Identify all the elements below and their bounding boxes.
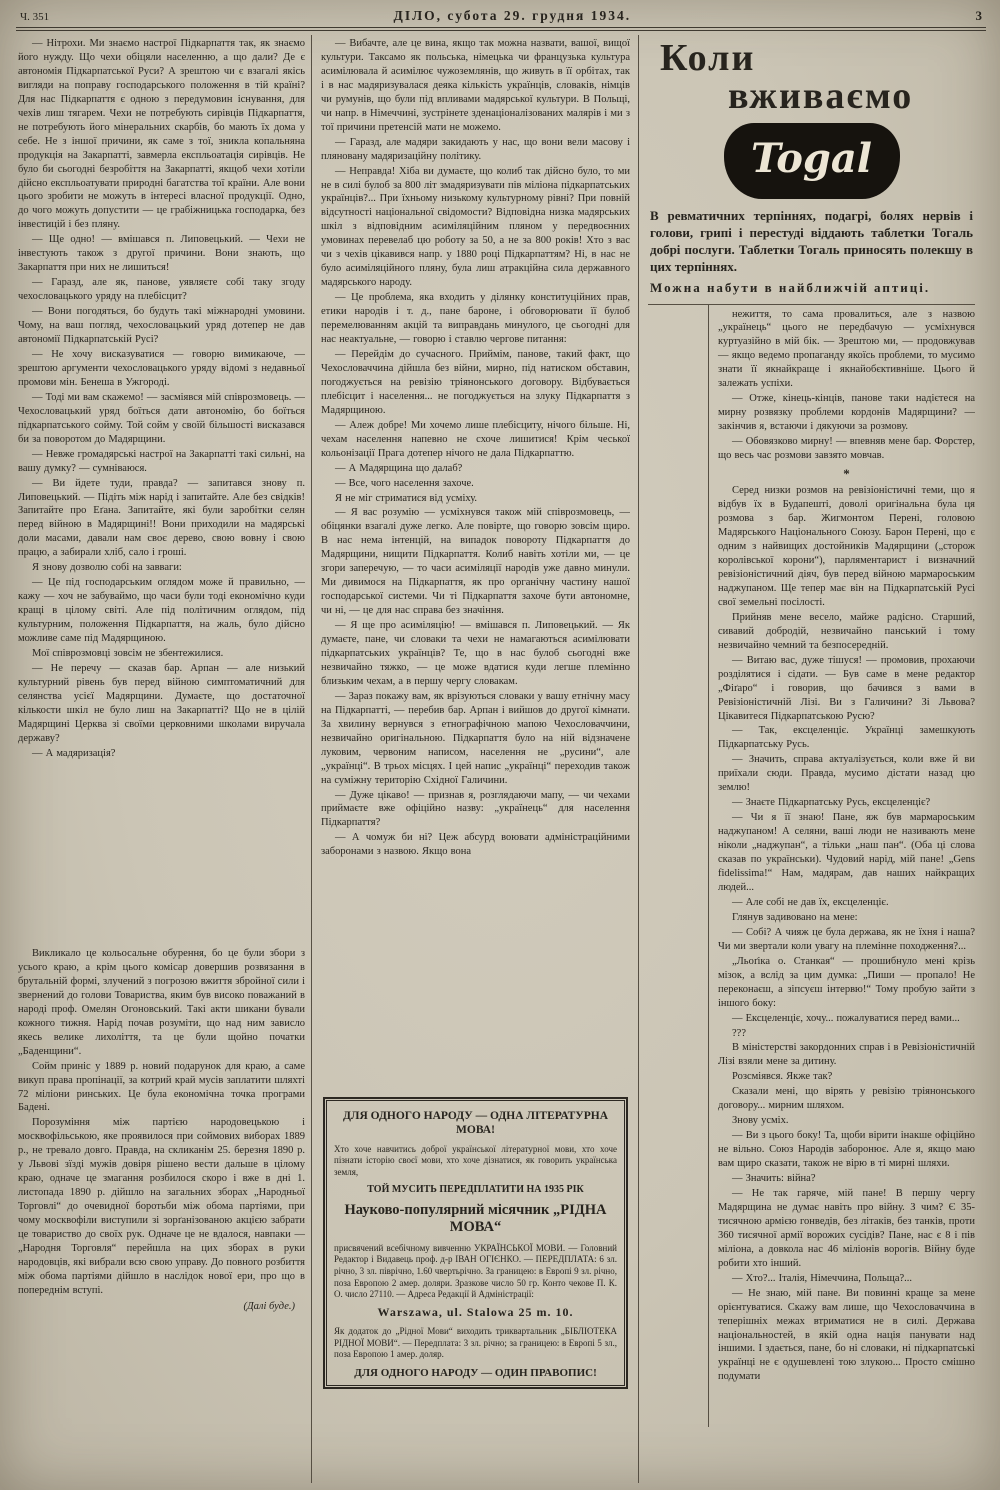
paragraph: Порозуміння між партією народовецькою і москвофільською, яке проявилося при соймових виборах 1889 р., не тревало довго. Правда, на скликанім 25. березня 1890 р. у Львові зїзді мужів довіря рішено вести дальше в цілому краю, одначе це змагання розбилося скоро і вже в дні 1. листопада 1890 р. дійшло на загальних зборах „Народньої Торговлі“ до очевидної боротьби між обома партіями, при чому москвофіли виступили зі зорґанізованою акцією забрати це товариство до своїх рук. Одначе це не вдалося, навпаки — „Народня Торговля“ перейшла на цих зборах в руки народовців, які вибрали всю свою управу. До повного розбиття між обома партіями дійшло в наслідок нової ери, про що в попереднім вступі.	[18, 1117, 305, 1296]
paragraph: Я не міг стриматися від усміху.	[335, 492, 478, 504]
paragraph: — Ви з цього боку! Та, щоби вірити інакше офіційно не вільно. Союз Народів заборонює. Але я, якщо маю вам щиро сказати, також не вірю в ті мирні шляхи.	[718, 1130, 975, 1170]
paragraph: Прийняв мене весело, майже радісно. Старший, сивавий добродій, незвичайно панський і тому незвичайно чемний та безпосередній.	[718, 611, 975, 651]
paragraph: — Гаразд, але мадяри закидають у нас, що вони вели масову і пляновану мадяризаційну політику.	[321, 136, 630, 162]
ad-magazine-title: Науково-популярний місячник „РІДНА МОВА“	[344, 1201, 607, 1236]
togal-logo	[726, 125, 898, 197]
paragraph: — Собі? А чияж це була держава, як не їхня і наша? Чи ми звертали коли увагу на племінне походження?...	[718, 926, 975, 952]
ad-footer: ДЛЯ ОДНОГО НАРОДУ — ОДИН ПРАВОПИС!	[354, 1367, 597, 1380]
togal-ad	[648, 35, 975, 305]
paragraph: — Неправда! Хіба ви думаєте, що колиб так дійсно було, то ми не в силі булоб за 800 літ змадяризувати пів міліона підкарпатських українців?... При їхньому низькому культурному рівні? При повній відсутності національної свідомости? Відповідна низка мадярських шкіл з відповідним асиміляційним пляном у передвоєнних умовинах перевелаб цю роботу за 50, а не за 800 років! Хто з вас чи з чехів цікавився напр. у 1880 році Підкарпаттям? Ні, в нас не було асиміляційного пляну, була лиш атракційна сила державного мадярського народу.	[321, 165, 630, 289]
paragraph: — Отже, кінець-кінців, панове таки надієтеся на мирну розвязку проблеми кордонів Мадярщини? — закінчив я, встаючи і дякуючи за розмову.	[718, 393, 975, 433]
paragraph: — Я ще про асиміляцію! — вмішався п. Липовецький. — Як думаєте, пане, чи словаки та чехи не намагаються асимілювати підкарпатських українців? Те, що в нас булоб сьогодні вже незвичайно тяжко, — це може вдатися куди легше племінно близьким чехам, а в першу чергу словакам.	[321, 620, 630, 687]
column-3	[638, 35, 977, 1483]
paragraph: нежиття, то сама провалиться, але з назвою „українець“ цього не передбачую — усміхнувся куртуазійно в мій бік. — Зрештою ми, — продовжував — якщо ведемо пропаганду якоїсь проблеми, то мусимо знати її якнайкраще і якнайобєктивніше. Цього й залежать успіхи.	[718, 308, 975, 390]
paragraph: — Значить, справа актуалізується, коли вже й ви приїхали сюди. Правда, мусимо дістати назад цю землю!	[718, 754, 975, 794]
ridna-mova-ad	[323, 1097, 628, 1389]
paragraph: Знову усміх.	[732, 1115, 789, 1127]
paragraph: Сказали мені, що вірять у ревізію тріянонського договору... мирним шляхом.	[718, 1086, 975, 1112]
paragraph: — Гаразд, але як, панове, уявляєте собі таку згоду чехословацького уряду на плебісцит?	[18, 277, 305, 303]
article-divider	[18, 905, 305, 947]
paragraph: — Я вас розумію — усміхнувся також мій співрозмовець, — обіцянки взагалі дуже легко. Але повірте, що говорю зовсім щиро. В нас нема інтенцій, на випадок повороту Підкарпаття до Мадярщини, нищити Підкарпаття. Колиб навіть хотіли ми, — це згори заперечую, — то часи асиміляції народів уже давно минули. Ми дивимося на Підкарпаття, як про органічну частину нашої господарської системи. Чи ті Підкарпаття захоче бути автономне, чи ні, — це для нас справа без значіння.	[321, 507, 630, 617]
paragraph: „Льоґіка о. Станкая“ — прошибнуло мені крізь мізок, а вслід за цим думка: „Пиши — пропало! Не переконаєш, а зіпсуєш інтервю!“ Тому пробую зайти з іншого боку:	[718, 955, 975, 1009]
paragraph: Глянув задивовано на мене:	[732, 911, 858, 923]
paragraph: — Алеж добре! Ми хочемо лише плебісциту, нічого більше. Ні, чехам населення напевно не схоче лишитися! Крім чеської кольонізації Прага дотепер нічого не дала Підкарпаттю.	[321, 419, 630, 459]
interview-article-col3	[708, 305, 975, 1427]
paragraph: — Не так гаряче, мій пане! В першу чергу Мадярщина не думає навіть про війну. З чим? Є 35-тисячною армією гонведів, без літаків, без танків, проти 360 тисячної армії ворожих сусідів? Пане, нас є 8 і пів міліона, а довкола нас 46 міліонів ворогів. Війну буде робити хто інший.	[718, 1187, 975, 1269]
togal-body-text: В ревматичних терпіннях, подагрі, болях нервів і голови, грипі і перестуді віддають таблетки Тогаль добрі послуги. Таблетки Тогаль приносять полекшу в цих терпіннях.	[650, 207, 973, 275]
interview-article-col1	[18, 37, 305, 905]
history-article	[18, 947, 305, 1299]
ad-supplement-info: Як додаток до „Рідної Мови“ виходить триквартальник „БІБЛІОТЕКА РІДНОЇ МОВИ“. — Передплата: 3 зл. річно; за границею: в Европі 5 зл., поза Европою 1 амер. доляр.	[334, 1326, 617, 1360]
paragraph: Я знову дозволю собі на завваги:	[32, 562, 182, 574]
paragraph: Сойм приніс у 1889 р. новий подарунок для краю, а саме викуп права пропінації, за котрий край мусів заплатити шляхті 72 міліони ринських. Це була економічна точка програми Бадені.	[18, 1060, 305, 1114]
paragraph: *	[843, 466, 850, 481]
masthead-rule	[16, 28, 986, 31]
column-2	[311, 35, 638, 1483]
paragraph: — Невже громадярські настрої на Закарпатті такі сильні, на вашу думку? — сумніваюся.	[18, 448, 305, 474]
to-be-continued: (Далі буде.)	[243, 1300, 295, 1312]
paragraph: — Чи я її знаю! Пане, яж був мармароським наджупаном! А селяни, ваші люди не називають мене ніколи „наджупан“, а тільки „наш пан“. (Оба ці слова сказав по українськи). Чудовий нарід, мій пане! „Gens fidelissima!“ Нам, мадярам, дав наших найкращих людей...	[718, 812, 975, 893]
paragraph: — Дуже цікаво! — признав я, розглядаючи мапу, — чи чехами приймаєте вже офіційно назву: „українець“ для населення Підкарпаття?	[321, 789, 630, 829]
paragraph: — Перейдім до сучасного. Приймім, панове, такий факт, що Чехословаччина дійшла без війни, мирно, під натиском обставин, погоджується на ревізію тріянонського договору. Відбувається плебісцит і населення... не погоджується на злуку Підкарпаття з Мадярщиною.	[321, 348, 630, 416]
paragraph: ???	[732, 1027, 746, 1039]
togal-heading-line2: вживаємо	[728, 75, 914, 117]
paragraph: В міністерстві закордонних справ і в Ревізіоністичній Лізі взяли мене за дитину.	[718, 1042, 975, 1068]
newspaper-title: ДІЛО, субота 29. грудня 1934.	[393, 8, 632, 23]
paragraph: — А мадяризація?	[32, 747, 116, 759]
paragraph: — Все, чого населення захоче.	[335, 477, 474, 489]
ad-subscription-details: присвячений всебічному вивченню УКРАЇНСЬКОЇ МОВИ. — Головний Редактор і Видавець проф. д-р ІВАН ОГІЄНКО. — ПЕРЕДПЛАТА: 6 зл. річно, 3 зл. піврічно, 1.60 чвертьрічно. За границею: в Европі 9 зл. річно, поза Европою 2 амер. доляри. Зразкове число 50 гр. Конто чекове П. К. О. число 27110. — Адреса Редакції й Адміністрації:	[334, 1242, 617, 1300]
ad-intro: Хто хоче навчитись доброї української літературної мови, хто хоче пізнати історію своєї мови, хто хоче дізнатися, як говорить українська земля,	[334, 1143, 617, 1178]
paragraph: — Тоді ми вам скажемо! — засміявся мій співрозмовець. — Чехословацький уряд боїться дати автономію, бо боїться підкарпатського сойму. Той сойм у своїй більшості висказався би за поворотом до Мадярщини.	[18, 391, 305, 445]
togal-heading-line1: Коли	[660, 37, 756, 79]
paragraph: — Але собі не дав їх, ексцеленціє.	[732, 896, 889, 908]
interview-article-col2	[321, 37, 630, 1089]
ad-call-to-action: ТОЙ МУСИТЬ ПЕРЕДПЛАТИТИ НА 1935 РІК	[367, 1183, 584, 1195]
paragraph: Розсміявся. Якже так?	[732, 1071, 833, 1083]
paragraph: Серед низки розмов на ревізіоністичні теми, що я відбув їх в Будапешті, доволі оригінальна була ця розмова з бар. Жигмонтом Перені, головою Мадярського Національного Союзу. Барон Перені, що є одним з найвищих достойників Мадярщини („сторож королівської корони“), парляментарист і визначний ревізіоністичний діяч, був перед війною мармароським наджупаном. Ще тепер має він на Підкарпатській Русі свої земельні посілості.	[718, 485, 975, 608]
paragraph: — Це під господарським оглядом може й правильно, — кажу — хоч не забуваймо, що часи були тоді економічно куди кращі в цілому світі. Але під політичним оглядом, під культурним, положення Підкарпаття, на жаль, було дійсно можливе саме під Мадярщиною.	[18, 577, 305, 645]
masthead	[16, 6, 986, 28]
paragraph: — Витаю вас, дуже тішуся! — промовив, прохаючи розділятися і сідати. — Був саме в мене редактор „Фіґаро“ і говорив, що бачився з вами в Ревізіоністичній Лізі. Ви з Галичини? Зі Львова? Цікавитеся Підкарпатською Русю?	[718, 654, 975, 722]
togal-availability-note: Можна набути в найближчій аптиці.	[650, 279, 931, 295]
paragraph: — А Мадярщина що далаб?	[335, 462, 463, 474]
paragraph: — Не знаю, мій пане. Ви повинні краще за мене орієнтуватися. Скажу вам лише, що Чехословаччина в теперішніх межах втриматися не в силі. Держава національностей, в якій одна нація панувати над іншими. І здається, пане, бо ні словаки, ні підкарпатські українці не є одушевлені тою злукою... Просто смішно подумати	[718, 1287, 975, 1383]
paragraph: — Нітрохи. Ми знаємо настрої Підкарпаття так, як знаємо його нужду. Що чехи обіцяли населенню, а що дали? Де є автономія Підкарпатської Руси? А зрештою чи є взагалі якісь вигляди на поправу господарського положення в тій країні? Для нас Підкарпаття є одною з передумовин існування, для чехів лиш тягарем. Чехи не потребують сирівців Підкарпаття, не потребують його мінеральних скарбів, бо мають їх дома у себе. Не з іншої причини, як саме з тої, зникла копальняна продукція на Закарпатті, завмерла експльоатація сирівців. Не було би сьогодні безробіття на Закарпатті, якщоб чехи хотіли дійсно експльоатувати природні багатства тої країни. Але вони цього зробити не можуть в інтересі власної продукції. Одно, до чого можуть допустити — це грабіжницька господарка, без інвестицій і без пляну.	[18, 38, 305, 231]
paragraph: — Так, ексцеленціє. Українці замешкують Підкарпатську Русь.	[718, 725, 975, 751]
paragraph: Мої співрозмовці зовсім не збентежилися.	[32, 647, 224, 659]
paragraph: — Ексцеленціє, хочу... пожалуватися перед вами...	[732, 1012, 960, 1024]
paragraph: — Значить: війна?	[732, 1173, 816, 1185]
paragraph: — Знаєте Підкарпатську Русь, ексцеленціє?	[732, 797, 931, 809]
paragraph: — Хто?... Італія, Німеччина, Польща?...	[732, 1272, 913, 1284]
paragraph: — Обовязково мирну! — впевняв мене бар. Форстер, що весь час розмови завзято мовчав.	[718, 436, 975, 462]
ad-header: ДЛЯ ОДНОГО НАРОДУ — ОДНА ЛІТЕРАТУРНА МОВА!	[342, 1110, 609, 1137]
paragraph: — Не хочу висказуватися — говорю вимикаюче, — зрештою аргументи чехословацького уряду відомі з недавньої промови мін. Бенеша в Ужгороді.	[18, 348, 305, 388]
paragraph: — Ви йдете туди, правда? — запитався знову п. Липовецький. — Підіть між нарід і запитайте. Але без свідків! Запитайте про Еґана. Запитайте, які були заробітки селян перед війною в Мадярщині!! Вони приходили на мадярські доли масами, давали нам своє дерево, свою вовну і свою працю, а забирали хліб, сало і гроші.	[18, 477, 305, 559]
paragraph: — Ще одно! — вмішався п. Липовецький. — Чехи не інвестують також з другої причини. Вони знають, що Закарпаття при них не лишиться!	[18, 234, 305, 274]
paragraph: Викликало це кольосальне обурення, бо це були збори з усього краю, а крім цього комісар довершив розвязання в брутальній формі, злучений з погрозою вжиття збройної сили і звернений до голови Товариства, яким був високо поважаний в народі проф. Омелян Огоновський. Такі акти шикани бували кожного тижня. Нарід почав розуміти, що над ним зависло якесь велике лихоліття, та це були щойно початки „Баденщини“.	[18, 948, 305, 1057]
paragraph: — Це проблема, яка входить у ділянку конституційних прав, етики народів і т. д., пане бароне, і обговорювати її булоб перемелюванням акцій та виправдань минулого, це сьогодні для нас неактуальне, — говорю і ставлю чергове питання:	[321, 292, 630, 346]
columns	[16, 35, 986, 1483]
togal-brand-text: Togal	[751, 135, 872, 183]
paragraph: — Зараз покажу вам, як врізуються словаки у вашу етнічну масу на Підкарпатті, — перебив бар. Арпан і вийшов до другої кімнати. За хвилину вернувся з етнографічною мапою Чехословаччини, незвичайно оригінальною. Підкарпаття було на ній відзначене луковим, червоним написом, населення не „русини“, але „українці“. В трьох місцях. І цей напис „українці“ переходив також на суміжну територію Східної Галичини.	[321, 690, 630, 786]
page-number: 3	[975, 8, 982, 23]
paragraph: — Вони погодяться, бо будуть такі міжнародні умовини. Чому, на ваш погляд, чехословацький уряд дотепер не дав автономії Підкарпатській Русі?	[18, 306, 305, 346]
ad-address: Warszawa, ul. Stalowa 25 m. 10.	[377, 1305, 574, 1320]
paragraph: — А чомуж би ні? Цеж абсурд воювати адміністраційними заборонами з назвою. Якщо вона	[321, 832, 630, 858]
issue-number: Ч. 351	[20, 11, 50, 23]
column-1	[16, 35, 311, 1483]
paragraph: — Вибачте, але це вина, якщо так можна назвати, вашої, вищої культури. Таксамо як польська, німецька чи французька культура асимілювала й асимілює чужоземлянів, що живуть в її орбітах, так і в нас мадяризувалася деяка кількість українців, словаків, німців чи румунів, що були під впливами мадярської культури. В Польщі, чи напр. в Німеччині, зустрінете зденаціоналізованих малярів і ми з тої причини претенсій мати не можемо.	[321, 38, 630, 133]
paragraph: — Не перечу — сказав бар. Арпан — але низький культурний рівень був перед війною симптоматичний для селянства усієї Мадярщини. Думаєте, що достаточної кількости шкіл не було лиш на Закарпатті? Що не в цілій Мадярщині Церква зі своїми церковними школами виручала державу?	[18, 662, 305, 744]
